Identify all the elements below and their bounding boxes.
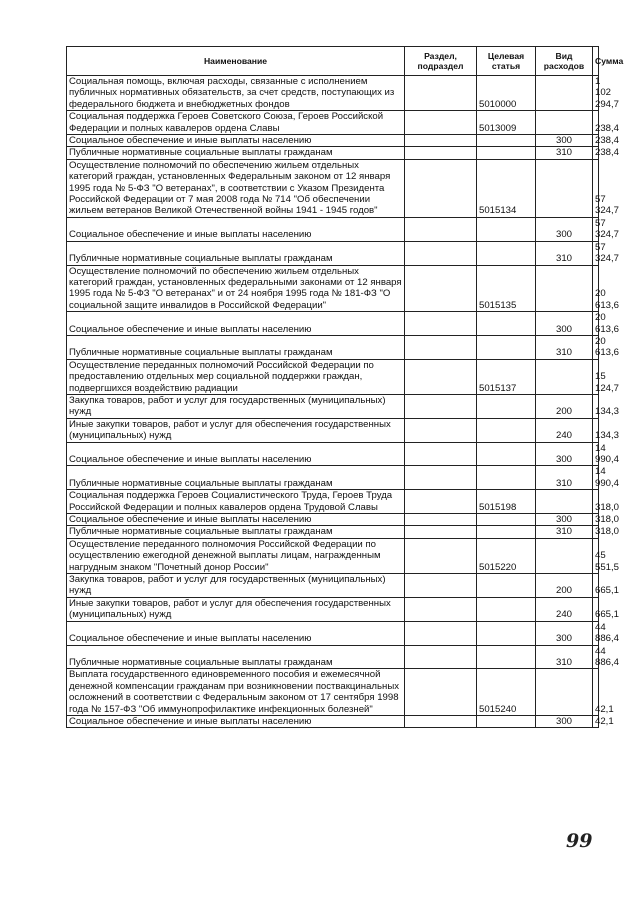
row-amount: 318,0 <box>593 490 599 514</box>
row-expense-type: 300 <box>536 135 593 147</box>
row-amount: 134,3 <box>593 418 599 442</box>
row-section <box>405 490 477 514</box>
row-name: Социальное обеспечение и иные выплаты населению <box>67 217 405 241</box>
row-expense-type: 300 <box>536 442 593 466</box>
row-amount: 20 613,6 <box>593 265 599 312</box>
row-expense-type <box>536 265 593 312</box>
row-section <box>405 669 477 716</box>
row-name: Публичные нормативные социальные выплаты гражданам <box>67 147 405 159</box>
row-amount: 1 102 294,7 <box>593 76 599 111</box>
table-row <box>67 241 599 265</box>
table-row <box>67 217 599 241</box>
row-name: Иные закупки товаров, работ и услуг для обеспечения государственных (муниципальных) нужд <box>67 418 405 442</box>
table-row <box>67 669 599 716</box>
row-article <box>477 135 536 147</box>
row-section <box>405 76 477 111</box>
row-amount: 57 324,7 <box>593 159 599 217</box>
row-amount: 238,4 <box>593 135 599 147</box>
table-row <box>67 418 599 442</box>
row-name: Осуществление переданных полномочий Российской Федерации по предоставлению отдельных мер социальной поддержки граждан, подвергшихся воздействию радиации <box>67 359 405 394</box>
row-article <box>477 514 536 526</box>
row-section <box>405 645 477 669</box>
row-article <box>477 312 536 336</box>
row-amount: 665,1 <box>593 574 599 598</box>
table-row <box>67 490 599 514</box>
row-name: Публичные нормативные социальные выплаты гражданам <box>67 526 405 538</box>
row-article: 5015198 <box>477 490 536 514</box>
table-row <box>67 466 599 490</box>
row-expense-type: 310 <box>536 241 593 265</box>
row-name: Публичные нормативные социальные выплаты гражданам <box>67 645 405 669</box>
row-expense-type: 300 <box>536 514 593 526</box>
table-row <box>67 312 599 336</box>
budget-table <box>66 46 624 728</box>
row-expense-type <box>536 76 593 111</box>
row-amount: 20 613,6 <box>593 312 599 336</box>
header-amount: Сумма <box>593 47 599 76</box>
row-article <box>477 621 536 645</box>
row-article <box>477 442 536 466</box>
row-amount: 20 613,6 <box>593 335 599 359</box>
row-section <box>405 217 477 241</box>
table-row <box>67 335 599 359</box>
row-section <box>405 111 477 135</box>
row-expense-type: 300 <box>536 621 593 645</box>
table-row <box>67 394 599 418</box>
row-section <box>405 265 477 312</box>
row-section <box>405 538 477 573</box>
row-article: 5010000 <box>477 76 536 111</box>
row-amount: 42,1 <box>593 669 599 716</box>
row-name: Закупка товаров, работ и услуг для государственных (муниципальных) нужд <box>67 574 405 598</box>
table-row <box>67 111 599 135</box>
row-amount: 45 551,5 <box>593 538 599 573</box>
row-amount: 57 324,7 <box>593 217 599 241</box>
table-row <box>67 538 599 573</box>
row-article <box>477 526 536 538</box>
header-article: Целевая статья <box>477 47 536 76</box>
row-amount: 134,3 <box>593 394 599 418</box>
row-article <box>477 241 536 265</box>
table-row <box>67 574 599 598</box>
table-row <box>67 526 599 538</box>
row-article: 5013009 <box>477 111 536 135</box>
row-name: Социальное обеспечение и иные выплаты населению <box>67 715 405 727</box>
row-section <box>405 574 477 598</box>
table-row <box>67 715 599 727</box>
row-name: Осуществление полномочий по обеспечению жильем отдельных категорий граждан, установленных Федеральным законом от 12 января 1995 года № 5-ФЗ "О ветеранах", в соответствии с Указом Президента Российской Федерации от 7 мая 2008 года № 714 "Об обеспечении жильем ветеранов Великой Отечественной войны 1941 - 1945 годов" <box>67 159 405 217</box>
row-article <box>477 466 536 490</box>
row-expense-type: 240 <box>536 418 593 442</box>
page-number: 99 <box>566 830 593 852</box>
row-article: 5015135 <box>477 265 536 312</box>
row-section <box>405 335 477 359</box>
table-row <box>67 514 599 526</box>
table-body <box>67 76 620 728</box>
table-row <box>67 135 599 147</box>
row-section <box>405 418 477 442</box>
row-expense-type: 310 <box>536 526 593 538</box>
row-name: Иные закупки товаров, работ и услуг для обеспечения государственных (муниципальных) нужд <box>67 597 405 621</box>
row-expense-type <box>536 111 593 135</box>
row-name: Публичные нормативные социальные выплаты гражданам <box>67 241 405 265</box>
row-amount: 44 886,4 <box>593 621 599 645</box>
row-name: Закупка товаров, работ и услуг для государственных (муниципальных) нужд <box>67 394 405 418</box>
row-section <box>405 159 477 217</box>
row-name: Осуществление полномочий по обеспечению жильем отдельных категорий граждан, установленных федеральными законами от 12 января 1995 года № 5-ФЗ "О ветеранах" и от 24 ноября 1995 года № 181-ФЗ "О социальной защите инвалидов в Российской Федерации" <box>67 265 405 312</box>
row-article <box>477 418 536 442</box>
table-row <box>67 621 599 645</box>
row-article: 5015220 <box>477 538 536 573</box>
row-expense-type: 300 <box>536 312 593 336</box>
row-section <box>405 241 477 265</box>
row-article <box>477 217 536 241</box>
row-name: Социальное обеспечение и иные выплаты населению <box>67 312 405 336</box>
table-row <box>67 645 599 669</box>
row-amount: 15 124,7 <box>593 359 599 394</box>
row-expense-type: 240 <box>536 597 593 621</box>
row-expense-type <box>536 538 593 573</box>
row-name: Социальная поддержка Героев Социалистического Труда, Героев Труда Российской Федерации и полных кавалеров ордена Трудовой Славы <box>67 490 405 514</box>
row-expense-type: 300 <box>536 715 593 727</box>
header-section: Раздел, подраздел <box>405 47 477 76</box>
row-name: Социальное обеспечение и иные выплаты населению <box>67 621 405 645</box>
table-row <box>67 442 599 466</box>
table-row <box>67 265 599 312</box>
header-expense-type: Вид расходов <box>536 47 593 76</box>
row-section <box>405 147 477 159</box>
table-row <box>67 359 599 394</box>
row-section <box>405 312 477 336</box>
row-article <box>477 335 536 359</box>
row-amount: 14 990,4 <box>593 442 599 466</box>
row-article: 5015240 <box>477 669 536 716</box>
row-amount: 238,4 <box>593 147 599 159</box>
row-amount: 42,1 <box>593 715 599 727</box>
row-amount: 44 886,4 <box>593 645 599 669</box>
row-article <box>477 147 536 159</box>
row-section <box>405 359 477 394</box>
row-section <box>405 597 477 621</box>
row-section <box>405 526 477 538</box>
row-article: 5015137 <box>477 359 536 394</box>
row-expense-type <box>536 490 593 514</box>
row-section <box>405 514 477 526</box>
row-expense-type: 200 <box>536 394 593 418</box>
table-row <box>67 76 599 111</box>
row-article <box>477 574 536 598</box>
row-section <box>405 715 477 727</box>
row-section <box>405 394 477 418</box>
row-expense-type <box>536 359 593 394</box>
row-name: Публичные нормативные социальные выплаты гражданам <box>67 335 405 359</box>
row-name: Социальное обеспечение и иные выплаты населению <box>67 442 405 466</box>
row-name: Социальная помощь, включая расходы, связанные с исполнением публичных нормативных обязательств, за счет средств, поступающих из федерального бюджета и внебюджетных фондов <box>67 76 405 111</box>
row-expense-type: 310 <box>536 466 593 490</box>
row-amount: 318,0 <box>593 526 599 538</box>
row-expense-type: 310 <box>536 147 593 159</box>
table-row <box>67 597 599 621</box>
row-article <box>477 715 536 727</box>
row-expense-type: 310 <box>536 335 593 359</box>
row-expense-type: 200 <box>536 574 593 598</box>
row-expense-type <box>536 159 593 217</box>
header-name: Наименование <box>67 47 405 76</box>
table-row <box>67 159 599 217</box>
row-section <box>405 442 477 466</box>
row-expense-type: 300 <box>536 217 593 241</box>
row-name: Социальная поддержка Героев Советского Союза, Героев Российской Федерации и полных кавалеров ордена Славы <box>67 111 405 135</box>
row-article <box>477 645 536 669</box>
row-expense-type: 310 <box>536 645 593 669</box>
row-name: Публичные нормативные социальные выплаты гражданам <box>67 466 405 490</box>
row-amount: 318,0 <box>593 514 599 526</box>
row-section <box>405 466 477 490</box>
row-name: Социальное обеспечение и иные выплаты населению <box>67 135 405 147</box>
row-name: Выплата государственного единовременного пособия и ежемесячной денежной компенсации гражданам при возникновении поствакцинальных осложнений в соответствии с Федеральным законом от 17 сентября 1998 года № 157-ФЗ "Об иммунопрофилактике инфекционных болезней" <box>67 669 405 716</box>
row-article: 5015134 <box>477 159 536 217</box>
row-amount: 238,4 <box>593 111 599 135</box>
row-article <box>477 597 536 621</box>
row-section <box>405 135 477 147</box>
row-name: Осуществление переданного полномочия Российской Федерации по осуществлению ежегодной денежной выплаты лицам, награжденным нагрудным знаком "Почетный донор России" <box>67 538 405 573</box>
row-amount: 665,1 <box>593 597 599 621</box>
row-name: Социальное обеспечение и иные выплаты населению <box>67 514 405 526</box>
row-expense-type <box>536 669 593 716</box>
row-amount: 14 990,4 <box>593 466 599 490</box>
row-amount: 57 324,7 <box>593 241 599 265</box>
row-section <box>405 621 477 645</box>
table-row <box>67 147 599 159</box>
row-article <box>477 394 536 418</box>
table-header-row <box>67 47 599 76</box>
